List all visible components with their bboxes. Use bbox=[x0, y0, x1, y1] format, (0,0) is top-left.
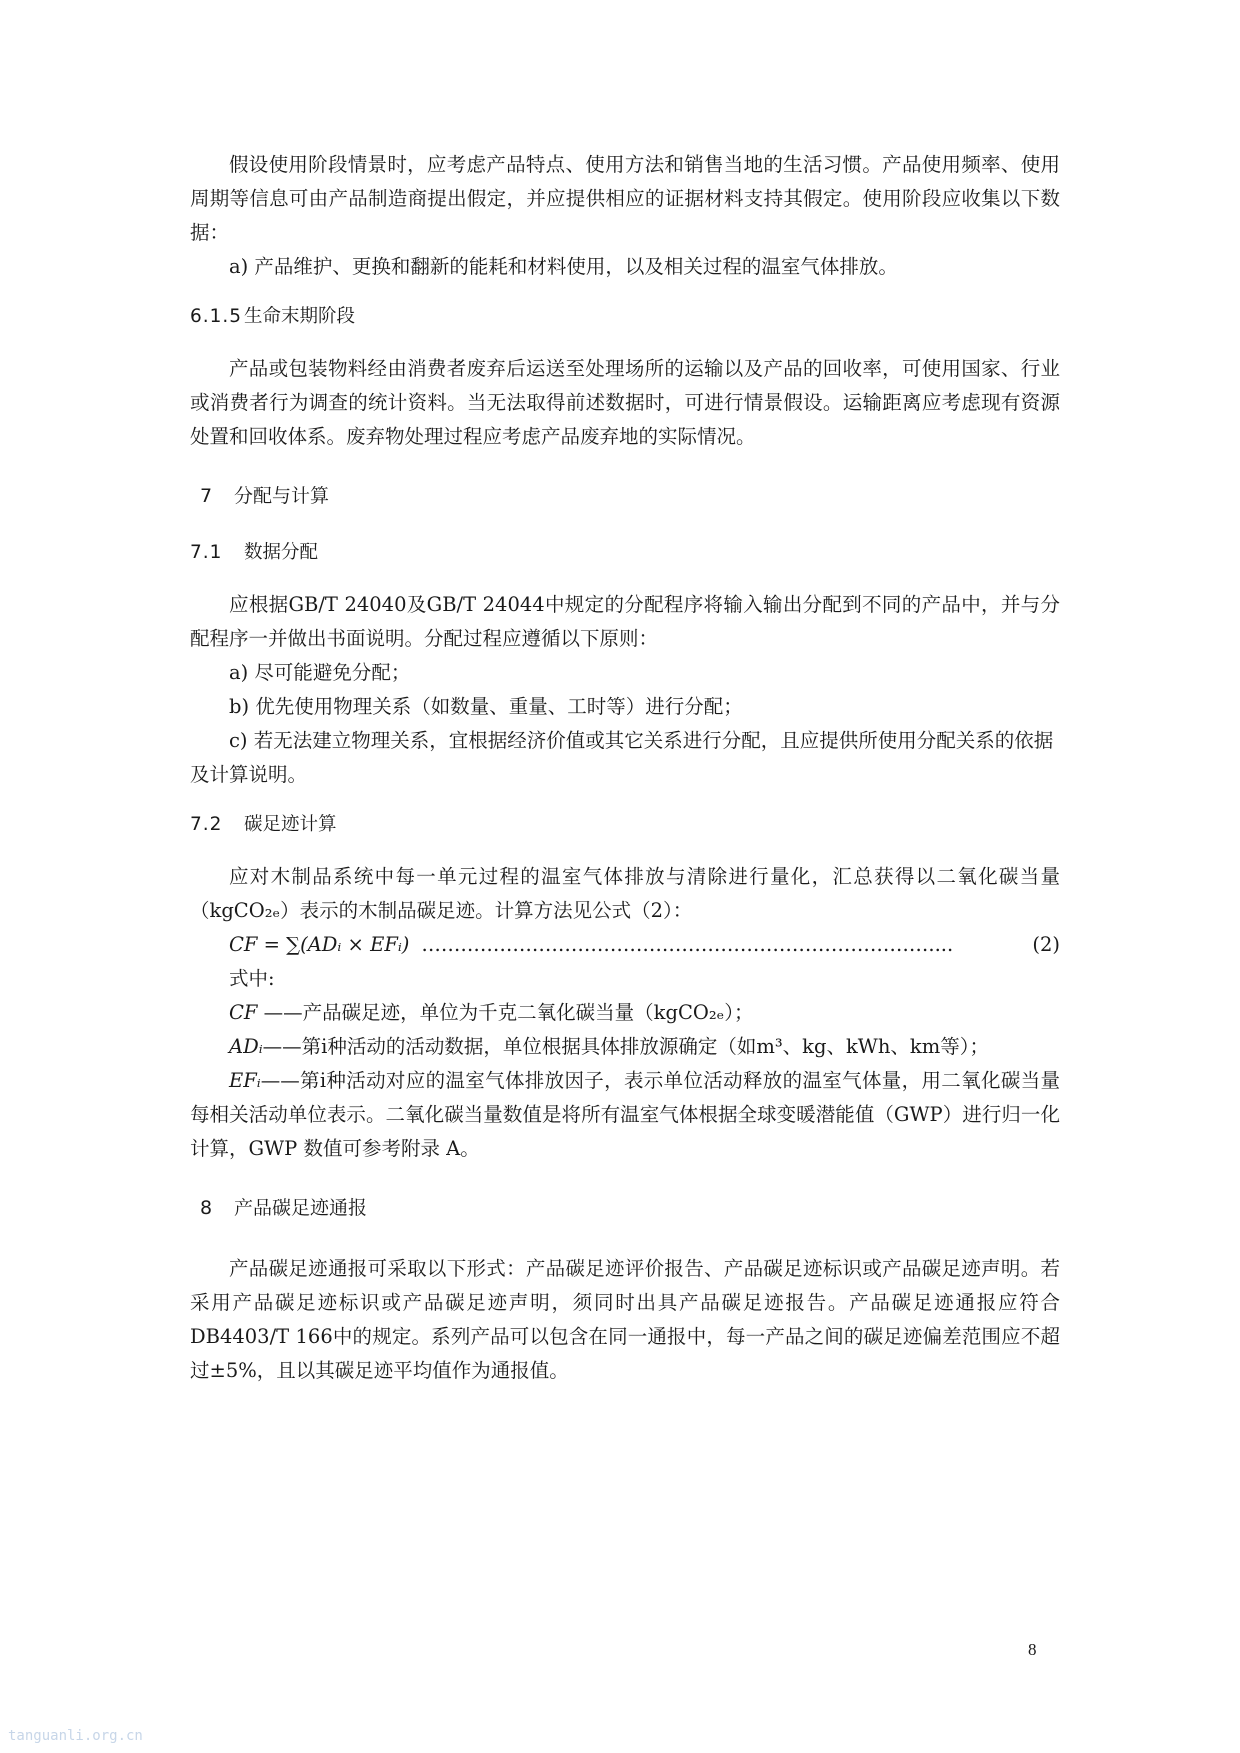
page-number: 8 bbox=[1028, 1640, 1037, 1659]
formula-2 bbox=[190, 928, 1060, 962]
symbol-ad: ADᵢ bbox=[229, 1035, 263, 1058]
section-7-2-heading bbox=[190, 812, 1060, 838]
allocation-item-b: b) 优先使用物理关系（如数量、重量、工时等）进行分配； bbox=[229, 695, 743, 718]
section-title: 生命末期阶段 bbox=[244, 306, 356, 327]
page-content bbox=[190, 148, 1060, 1388]
section-title: 分配与计算 bbox=[234, 485, 330, 507]
symbol-ef: EFᵢ bbox=[229, 1069, 261, 1092]
section-6-1-5-heading bbox=[190, 304, 1060, 330]
section-number: 7 bbox=[200, 485, 213, 507]
carbon-footprint-paragraph: 应对木制品系统中每一单元过程的温室气体排放与清除进行量化，汇总获得以二氧化碳当量（kgCO₂ₑ）表示的木制品碳足迹。计算方法见公式（2）： bbox=[190, 865, 1060, 922]
site-watermark: tanguanli.org.cn bbox=[8, 1728, 143, 1744]
section-number: 8 bbox=[200, 1197, 213, 1219]
allocation-item-c bbox=[190, 724, 1060, 792]
definition-ad bbox=[190, 1030, 1060, 1064]
section-title: 数据分配 bbox=[244, 542, 319, 563]
symbol-cf: CF bbox=[229, 1001, 258, 1024]
section-number: 6.1.5 bbox=[190, 306, 243, 327]
section-number: 7.2 bbox=[190, 814, 223, 835]
communication-paragraph: 产品碳足迹通报可采取以下形式：产品碳足迹评价报告、产品碳足迹标识或产品碳足迹声明。若采用产品碳足迹标识或产品碳足迹声明，须同时出具产品碳足迹报告。产品碳足迹通报应符合DB4403/T 166中的规定。系列产品可以包含在同一通报中，每一产品之间的碳足迹偏差范围应不超过±5%，且以其碳足迹平均值作为通报值。 bbox=[190, 1257, 1060, 1382]
section-7-1-heading bbox=[190, 540, 1060, 566]
use-stage-paragraph: 假设使用阶段情景时，应考虑产品特点、使用方法和销售当地的生活习惯。产品使用频率、使用周期等信息可由产品制造商提出假定，并应提供相应的证据材料支持其假定。使用阶段应收集以下数据： bbox=[190, 153, 1060, 244]
allocation-paragraph: 应根据GB/T 24040及GB/T 24044中规定的分配程序将输入输出分配到不同的产品中，并与分配程序一并做出书面说明。分配过程应遵循以下原则： bbox=[190, 593, 1060, 650]
where-label: 式中: bbox=[229, 967, 275, 990]
section-8-heading bbox=[200, 1194, 1060, 1222]
formula-leader-dots: …………………………………………………………………….... bbox=[421, 933, 954, 956]
section-title: 产品碳足迹通报 bbox=[234, 1197, 368, 1219]
section-title: 碳足迹计算 bbox=[244, 814, 337, 835]
section-number: 7.1 bbox=[190, 542, 223, 563]
definition-ef-text: ——第i种活动对应的温室气体排放因子，表示单位活动释放的温室气体量，用二氧化碳当量每相关活动单位表示。二氧化碳当量数值是将所有温室气体根据全球变暖潜能值（GWP）进行归一化计算，GWP 数值可参考附录 A。 bbox=[190, 1069, 1060, 1160]
end-of-life-paragraph: 产品或包装物料经由消费者废弃后运送至处理场所的运输以及产品的回收率，可使用国家、行业或消费者行为调查的统计资料。当无法取得前述数据时，可进行情景假设。运输距离应考虑现有资源处置和回收体系。废弃物处理过程应考虑产品废弃地的实际情况。 bbox=[190, 357, 1060, 448]
definition-ad-text: ——第i种活动的活动数据，单位根据具体排放源确定（如m³、kg、kWh、km等）； bbox=[262, 1035, 989, 1058]
allocation-item-a: a) 尽可能避免分配； bbox=[229, 661, 411, 684]
definition-cf bbox=[190, 996, 1060, 1030]
definition-cf-text: ——产品碳足迹，单位为千克二氧化碳当量（kgCO₂ₑ）； bbox=[263, 1001, 754, 1024]
definition-ef bbox=[190, 1064, 1060, 1166]
formula-expression: CF = ∑(ADᵢ × EFᵢ) bbox=[229, 933, 410, 956]
allocation-item-c-text: c) 若无法建立物理关系，宜根据经济价值或其它关系进行分配，且应提供所使用分配关系的依据及计算说明。 bbox=[190, 729, 1054, 786]
section-7-heading bbox=[200, 482, 1060, 510]
formula-number: (2) bbox=[1032, 933, 1060, 956]
use-stage-item-a: a) 产品维护、更换和翻新的能耗和材料使用，以及相关过程的温室气体排放。 bbox=[229, 255, 898, 278]
